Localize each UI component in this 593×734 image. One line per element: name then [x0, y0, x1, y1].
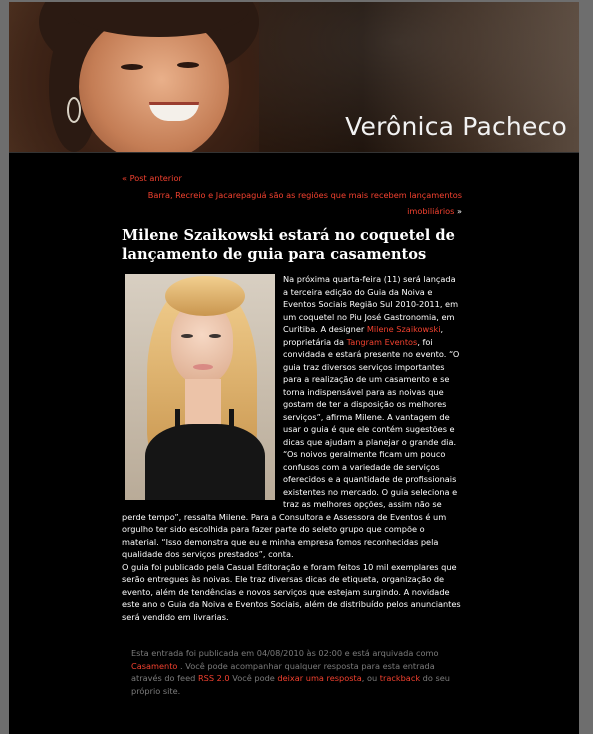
site-title[interactable]: Verônica Pacheco — [345, 112, 567, 141]
page-container — [9, 2, 579, 734]
post-title: Milene Szaikowski estará no coquetel de lançamento de guia para casamentos — [122, 227, 455, 263]
meta-text-1: Esta entrada foi publicada em 04/08/2010 às 02:00 e está arquivada como — [131, 648, 439, 658]
post-meta — [122, 647, 462, 697]
site-header — [9, 2, 579, 152]
tangram-eventos-link[interactable]: Tangram Eventos — [346, 336, 418, 347]
milene-szaikowski-link[interactable]: Milene Szaikowski — [366, 324, 441, 334]
meta-text-4: , ou — [361, 673, 380, 683]
post-paragraph-2: O guia foi publicado pela Casual Editoração e foram feitos 10 mil exemplares que serão entregues às noivas. Ele traz diversas dicas de etiqueta, organização de evento, além de tendências e novos serviços que estejam surgindo. A novidade este ano o Guia da Noiva e Eventos Sociais, além de distribuído pelos anunciantes será vendido em livrarias. — [122, 561, 461, 622]
p1-text-c: , foi convidada e estará presente no evento. “O guia traz diversos serviços importantes para a realização de um casamento e se torna indispensável para as noivas que gostam de ter a disposição os melhores serviços”, afirma Milene. A vantagem de usar o guia é que ele contém sugestões e dicas que ajudam a planejar o grande dia. “Os noivos geralmente ficam um pouco confusos com a variedade de serviços oferecidos e a quantidade de profissionais existentes no mercado. O guia seleciona e traz as melhores opções, assim não se perde tempo”, ressalta Milene. Para a Consultora e Assessora de Eventos é um orgulho ter sido escolhida para fazer parte do seleto grupo que compõe o material. “Isso demonstra que eu e minha empresa fomos reconhecidas pela qualidade dos serviços prestados”, conta. — [122, 336, 460, 559]
category-link[interactable]: Casamento — [131, 660, 178, 671]
next-arrow: » — [456, 205, 462, 216]
leave-reply-link[interactable]: deixar uma resposta — [277, 673, 362, 683]
rss-feed-link[interactable]: RSS 2.0 — [197, 673, 230, 683]
trackback-link[interactable]: trackback — [379, 673, 421, 683]
nav-next — [122, 188, 462, 219]
previous-post-link[interactable]: Post anterior — [129, 173, 182, 183]
meta-text-5: do seu próprio site. — [131, 673, 450, 696]
p1-text-b: , proprietária da — [283, 324, 444, 347]
next-post-link[interactable]: Barra, Recreio e Jacarepaguá são as regiões que mais recebem lançamentos imobiliários — [147, 190, 462, 216]
post-content-column — [122, 172, 462, 697]
header-divider — [9, 152, 579, 153]
post-photo — [125, 274, 275, 500]
meta-text-2: . Você pode acompanhar qualquer resposta para esta entrada através do feed — [131, 660, 435, 683]
header-portrait-image — [9, 2, 259, 152]
nav-previous — [122, 172, 462, 185]
meta-text-3: Você pode — [229, 673, 278, 683]
post-body — [122, 273, 462, 623]
prev-arrow: « — [122, 173, 128, 183]
p1-text-a: Na próxima quarta-feira (11) será lançada a terceira edição do Guia da Noiva e Eventos Sociais Região Sul 2010-2011, em um coquetel no Piu José Gastronomia, em Curitiba. A designer — [283, 274, 459, 334]
